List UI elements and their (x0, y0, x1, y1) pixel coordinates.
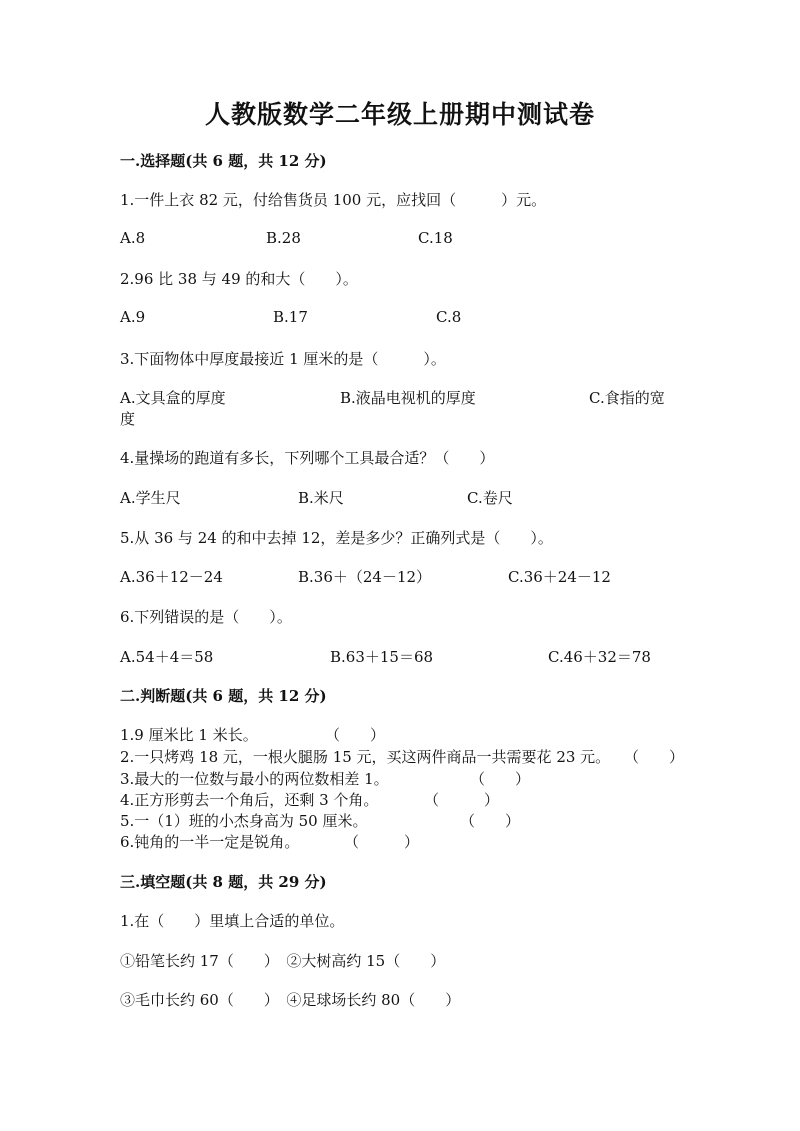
option-c: C.18 (418, 229, 453, 247)
section-heading-fill: 三.填空题(共 8 题，共 29 分) (120, 873, 327, 891)
answer-paren: （ ） (624, 748, 685, 766)
answer-paren: （ ） (325, 726, 386, 744)
option-a: A.8 (120, 229, 146, 247)
option-c: C.46＋32＝78 (548, 648, 651, 666)
question-stem: 6.下列错误的是（ ）。 (120, 608, 292, 626)
option-a: A.学生尺 (120, 489, 181, 507)
answer-paren: （ ） (470, 770, 531, 788)
option-b: B.17 (273, 308, 308, 326)
judge-item: 6.钝角的一半一定是锐角。 (120, 833, 300, 851)
judge-item: 5.一（1）班的小杰身高为 50 厘米。 (120, 812, 368, 830)
question-stem: 4.量操场的跑道有多长，下列哪个工具最合适？（ ） (120, 449, 495, 467)
judge-item: 2.一只烤鸡 18 元，一根火腿肠 15 元，买这两件商品一共需要花 23 元。 (120, 748, 611, 766)
option-c: C.8 (436, 308, 462, 326)
fill-row: ①铅笔长约 17（ ） ②大树高约 15（ ） (120, 952, 446, 970)
option-b: B.28 (266, 229, 301, 247)
option-c: C.食指的宽 (589, 389, 665, 407)
section-heading-judge: 二.判断题(共 6 题，共 12 分) (120, 687, 327, 705)
judge-item: 1.9 厘米比 1 米长。 (120, 726, 258, 744)
answer-paren: （ ） (424, 791, 500, 809)
option-c: C.卷尺 (467, 489, 513, 507)
option-c-wrap: 度 (120, 410, 136, 428)
judge-item: 3.最大的一位数与最小的两位数相差 1。 (120, 770, 389, 788)
page-title: 人教版数学二年级上册期中测试卷 (204, 100, 595, 129)
question-stem: 1.一件上衣 82 元，付给售货员 100 元，应找回（ ）元。 (120, 191, 547, 209)
answer-paren: （ ） (460, 812, 521, 830)
answer-paren: （ ） (344, 833, 420, 851)
question-stem: 5.从 36 与 24 的和中去掉 12，差是多少？正确列式是（ ）。 (120, 529, 553, 547)
section-heading-choice: 一.选择题(共 6 题，共 12 分) (120, 152, 327, 170)
option-b: B.液晶电视机的厚度 (340, 389, 476, 407)
option-b: B.63＋15＝68 (330, 648, 434, 666)
question-stem: 3.下面物体中厚度最接近 1 厘米的是（ ）。 (120, 350, 446, 368)
question-stem: 2.96 比 38 与 49 的和大（ ）。 (120, 270, 358, 288)
option-a: A.36＋12－24 (120, 568, 223, 586)
judge-item: 4.正方形剪去一个角后，还剩 3 个角。 (120, 791, 379, 809)
option-c: C.36＋24－12 (508, 568, 611, 586)
fill-row: ③毛巾长约 60（ ） ④足球场长约 80（ ） (120, 991, 461, 1009)
option-a: A.54＋4＝58 (120, 648, 214, 666)
option-a: A.文具盒的厚度 (120, 389, 226, 407)
option-b: B.米尺 (298, 489, 344, 507)
option-a: A.9 (120, 308, 146, 326)
option-b: B.36＋（24－12） (298, 568, 432, 586)
question-stem: 1.在（ ）里填上合适的单位。 (120, 912, 345, 930)
